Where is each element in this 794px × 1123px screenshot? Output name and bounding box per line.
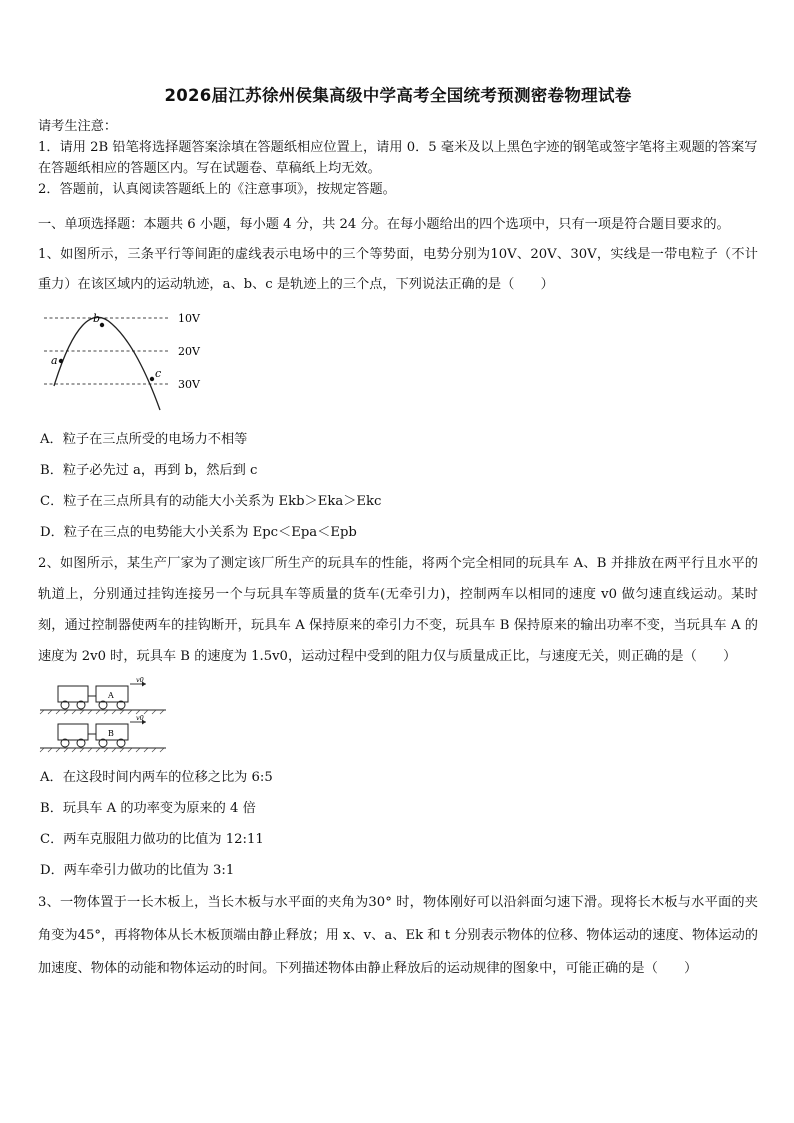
car-b-label: B [108, 729, 114, 738]
page-title: 2026届江苏徐州侯集高级中学高考全国统考预测密卷物理试卷 [164, 86, 632, 105]
label-30v: 30V [178, 378, 200, 391]
label-10v: 10V [178, 312, 200, 325]
q3-stem: 3、一物体置于一长木板上，当长木板与水平面的夹角为30° 时，物体刚好可以沿斜面匀速下滑。现将长木板与水平面的夹角变为45°，再将物体从长木板顶端由静止释放；用 x、v、a、Ek 和 t 分别表示物体的位移、物体运动的速度、物体运动的加速度、物体的动能和物体运动的时间。下列描述物体由静止释放后的运动规律的图象中，可能正确的是（ ） [38, 895, 758, 976]
v0-label-a: v0 [136, 676, 144, 684]
q1-figure [42, 306, 232, 414]
q2-figure [38, 676, 168, 756]
q2-option-a: A．在这段时间内两车的位移之比为 6:5 [40, 770, 273, 785]
q2-option-d: D．两车牵引力做功的比值为 3:1 [40, 863, 235, 878]
point-b [100, 323, 104, 327]
notice-item-1: 1．请用 2B 铅笔将选择题答案涂填在答题纸相应位置上，请用 0．5 毫米及以上黑色字迹的钢笔或签字笔将主观题的答案写在答题纸相应的答题区内。写在试题卷、草稿纸上均无效。 [38, 140, 758, 176]
ground-hatch-b [40, 748, 164, 752]
cargo-car-a [58, 686, 88, 702]
q1-stem: 1、如图所示，三条平行等间距的虚线表示电场中的三个等势面，电势分别为10V、20V、30V，实线是一带电粒子（不计重力）在该区域内的运动轨迹，a、b、c 是轨迹上的三个点，下列说法正确的是（ ） [38, 247, 758, 292]
cargo-car-b [58, 724, 88, 740]
section-heading: 一、单项选择题：本题共 6 小题，每小题 4 分，共 24 分。在每小题给出的四个选项中，只有一项是符合题目要求的。 [38, 217, 730, 232]
ground-hatch-a [40, 710, 164, 714]
q1-option-c: C．粒子在三点所具有的动能大小关系为 Ekb＞Eka＞Ekc [40, 494, 382, 509]
trajectory [54, 317, 160, 410]
label-b: b [93, 312, 101, 325]
q1-option-d: D．粒子在三点的电势能大小关系为 Epc＜Epa＜Epb [40, 525, 357, 540]
point-c [150, 377, 154, 381]
label-a: a [51, 354, 58, 367]
notice-heading: 请考生注意： [38, 119, 118, 134]
q2-option-b: B．玩具车 A 的功率变为原来的 4 倍 [40, 801, 256, 816]
notice-item-2: 2．答题前，认真阅读答题纸上的《注意事项》，按规定答题。 [38, 182, 396, 197]
exam-page [38, 82, 758, 985]
q2-option-c: C．两车克服阻力做功的比值为 12:11 [40, 832, 264, 847]
q1-option-b: B．粒子必先过 a，再到 b，然后到 c [40, 463, 258, 478]
label-c: c [155, 367, 162, 380]
track-b-group [40, 714, 166, 752]
point-a [59, 359, 63, 363]
q2-stem: 2、如图所示，某生产厂家为了测定该厂所生产的玩具车的性能，将两个完全相同的玩具车 A、B 并排放在两平行且水平的轨道上，分别通过挂钩连接另一个与玩具车等质量的货车(无牵引力)，控制两车以相同的速度 v0 做匀速直线运动。某时刻，通过控制器使两车的挂钩断开，玩具车 A 保持原来的牵引力不变，玩具车 B 保持原来的输出功率不变，当玩具车 A 的速度为 2v0 时，玩具车 B 的速度为 1.5v0，运动过程中受到的阻力仅与质量成正比，与速度无关，则正确的是（ ） [38, 556, 758, 664]
v0-label-b: v0 [136, 714, 144, 722]
q1-option-a: A．粒子在三点所受的电场力不相等 [40, 432, 248, 447]
label-20v: 20V [178, 345, 200, 358]
car-a-label: A [108, 691, 114, 700]
track-a-group [40, 676, 166, 714]
